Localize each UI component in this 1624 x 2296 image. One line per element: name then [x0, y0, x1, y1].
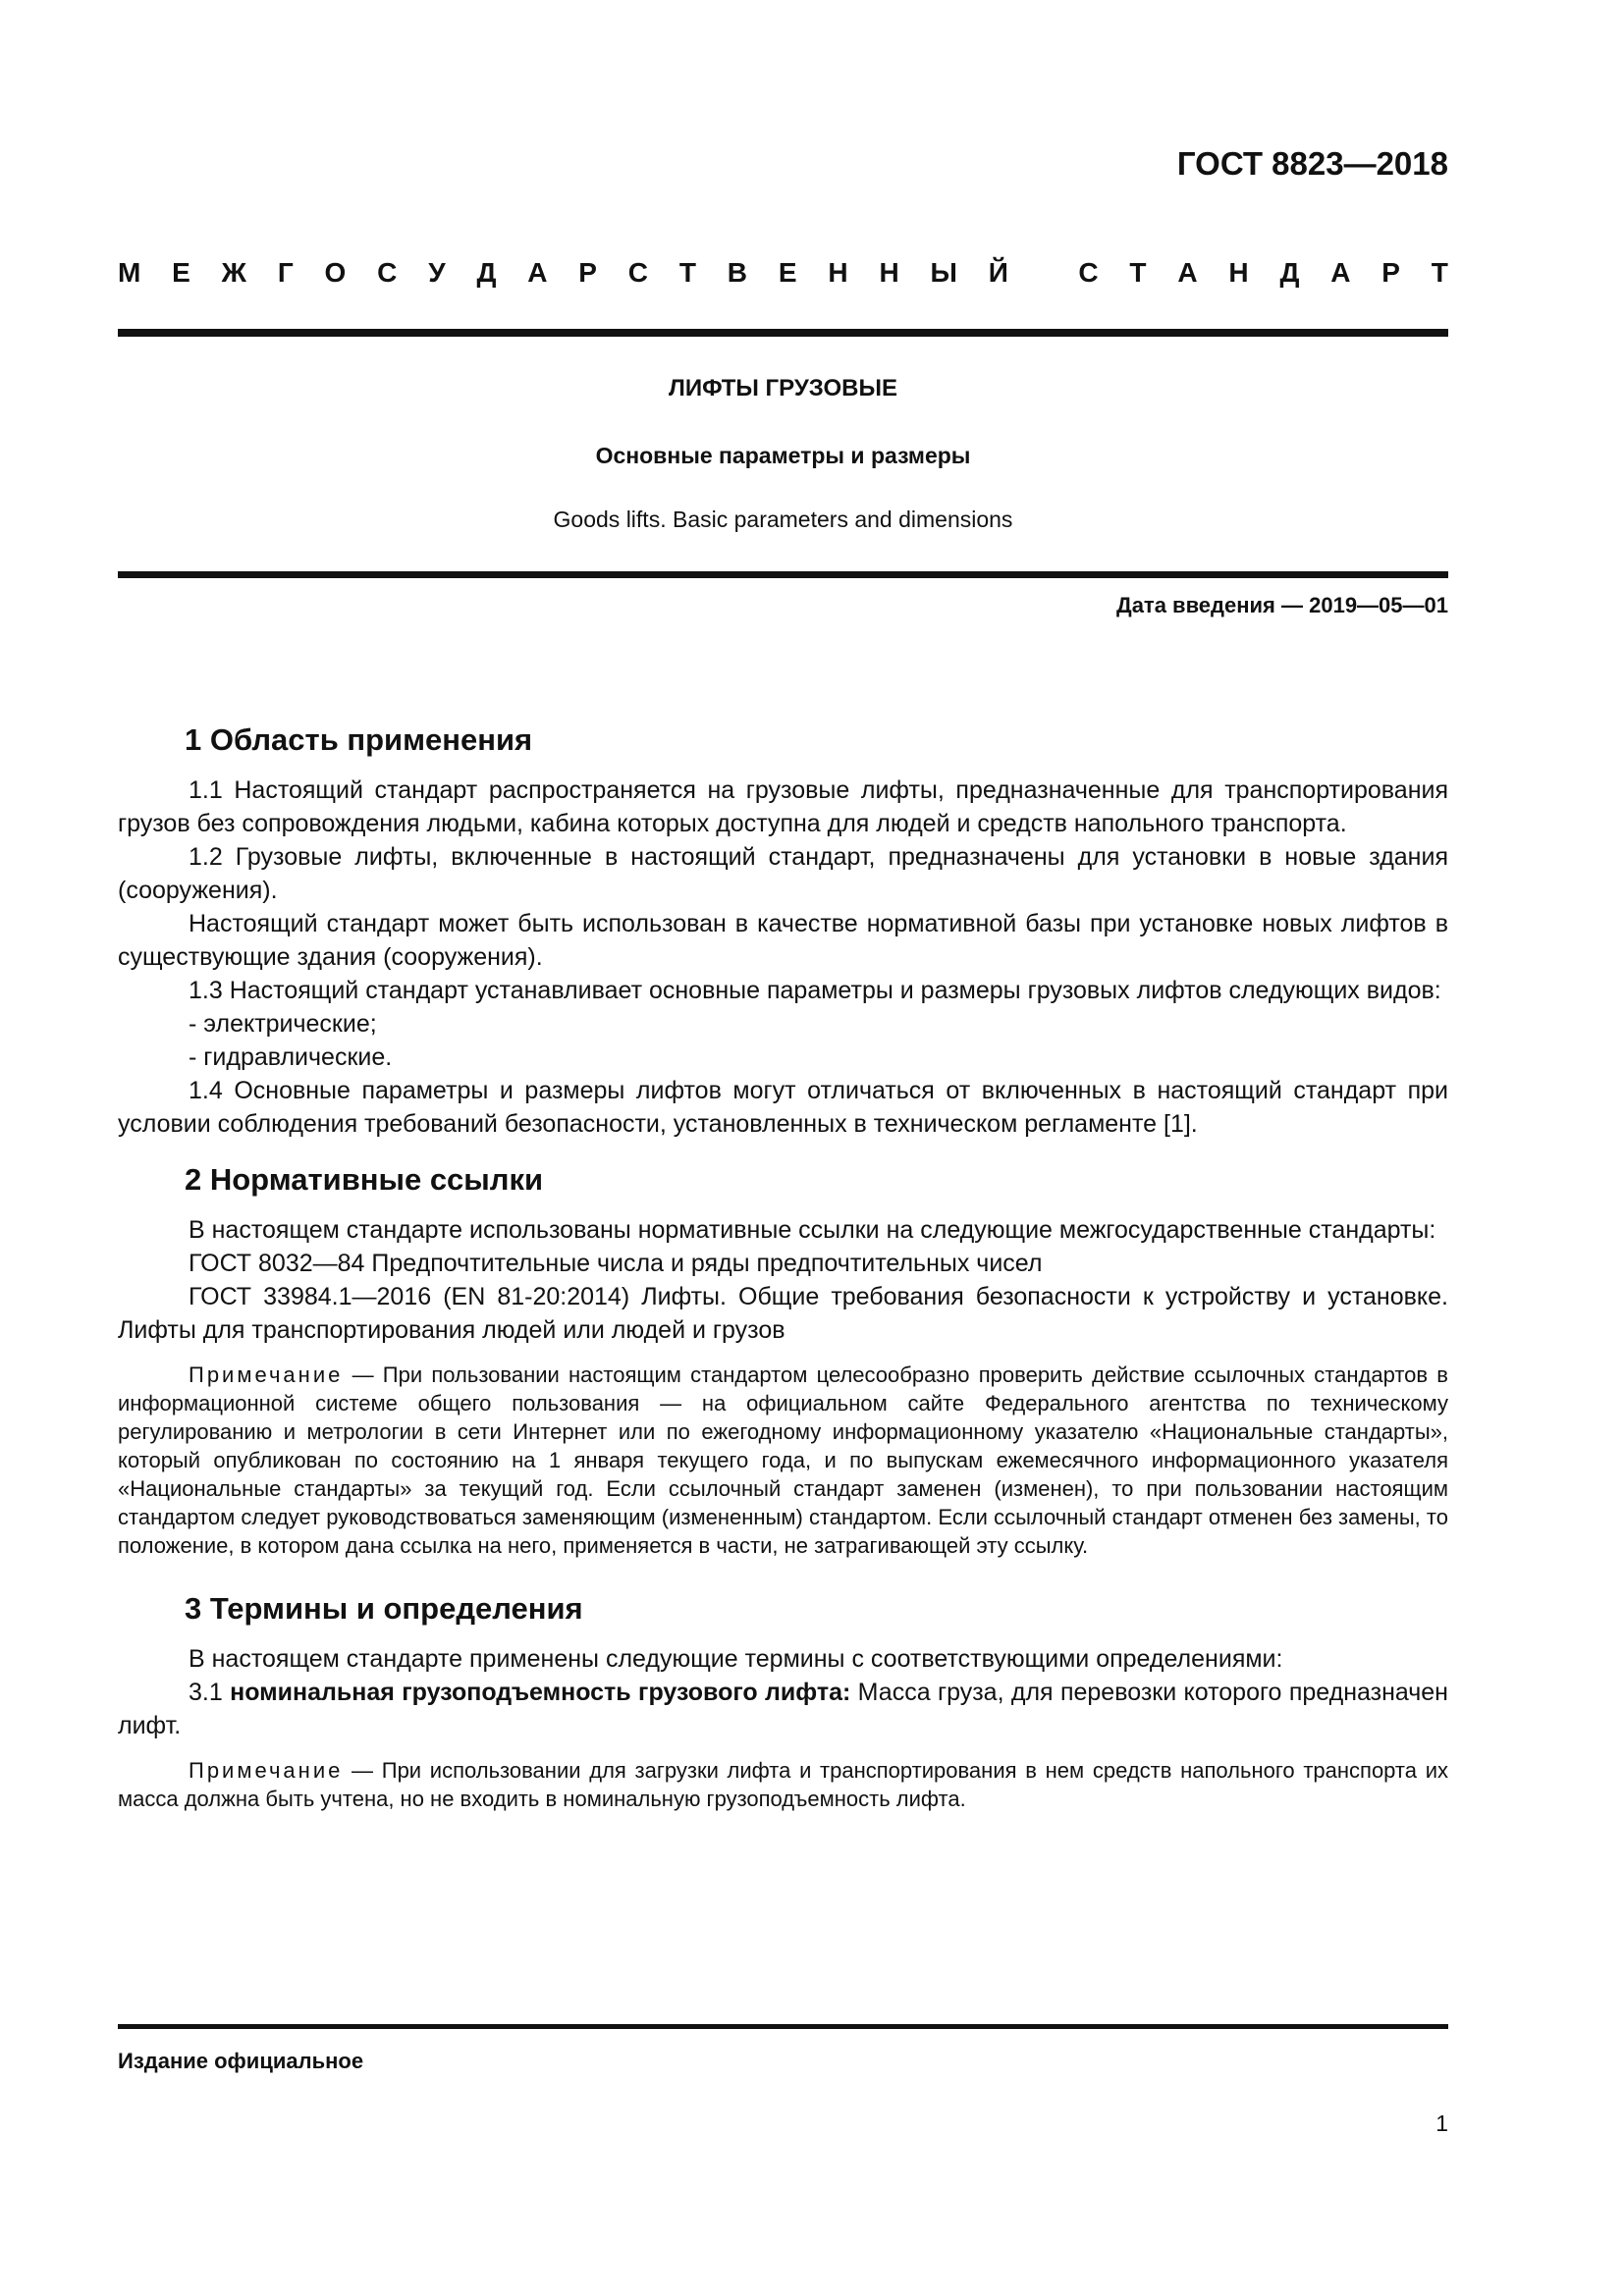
- note-label: Примечание: [189, 1362, 344, 1387]
- banner-letter: Ы: [930, 257, 957, 288]
- term-definition: [118, 1676, 1448, 1742]
- footer-divider: [118, 2024, 1448, 2029]
- page-number: 1: [1435, 2110, 1448, 2136]
- banner-letter: Р: [578, 257, 597, 288]
- banner-letter: Е: [778, 257, 797, 288]
- term-number: 3.1: [189, 1679, 231, 1706]
- banner-letter: М: [118, 257, 141, 288]
- banner-letter: Н: [1228, 257, 1249, 288]
- banner-letter: Д: [476, 257, 497, 288]
- banner-letter: Д: [1279, 257, 1300, 288]
- term-definition-text: Масса груза, для перевозки которого предназначен лифт.: [118, 1679, 1448, 1739]
- document-title: ЛИФТЫ ГРУЗОВЫЕ: [669, 375, 897, 401]
- banner-letter: Т: [1129, 257, 1147, 288]
- paragraph: 1.4 Основные параметры и размеры лифтов могут отличаться от включенных в настоящий стандарт при условии соблюдения требований безопасности, установленных в техническом регламенте [1].: [118, 1077, 1448, 1138]
- term: номинальная грузоподъемность грузового лифта:: [230, 1679, 851, 1706]
- banner-letter: [1040, 257, 1048, 289]
- section-heading: 2 Нормативные ссылки: [185, 1162, 544, 1197]
- document-subtitle: Основные параметры и размеры: [595, 443, 971, 468]
- introduction-date: Дата введения — 2019—05—01: [1116, 593, 1448, 617]
- banner-letter: С: [627, 257, 649, 288]
- paragraph: 1.1 Настоящий стандарт распространяется на грузовые лифты, предназначенные для транспортирования грузов без сопровождения людьми, кабина которых доступна для людей и средств напольного транспорта.: [118, 776, 1448, 837]
- official-edition-label: Издание официальное: [118, 2049, 364, 2073]
- banner-letter: У: [428, 257, 446, 288]
- paragraph: В настоящем стандарте применены следующие термины с соответствующими определениями:: [189, 1645, 1283, 1673]
- banner-letter: Т: [1431, 257, 1448, 288]
- paragraph: В настоящем стандарте использованы нормативные ссылки на следующие межгосударственные стандарты:: [189, 1216, 1436, 1244]
- interstate-standard-banner: [118, 257, 1448, 289]
- header-divider: [118, 329, 1448, 337]
- document-title-english: Goods lifts. Basic parameters and dimensions: [553, 507, 1013, 532]
- paragraph: 1.3 Настоящий стандарт устанавливает основные параметры и размеры грузовых лифтов следующих видов:: [189, 977, 1441, 1004]
- banner-letter: Т: [678, 257, 696, 288]
- document-body: [118, 721, 1448, 1813]
- banner-letter: Г: [277, 257, 294, 288]
- banner-letter: А: [1177, 257, 1198, 288]
- note-text: — При пользовании настоящим стандартом целесообразно проверить действие ссылочных стандартов в информационной системе общего пользования — на официальном сайте Федерального агентства по техническому регулированию и метрологии в сети Интернет или по ежегодному информационному указателю «Национальные стандарты», который опубликован по состоянию на 1 января текущего года, и по выпускам ежемесячного информационного указателя «Национальные стандарты» за текущий год. Если ссылочный стандарт заменен (изменен), то при пользовании настоящим стандартом следует руководствоваться заменяющим (измененным) стандартом. Если ссылочный стандарт отменен без замены, то положение, в котором дана ссылка на него, применяется в части, не затрагивающей эту ссылку.: [118, 1362, 1448, 1558]
- banner-letter: Е: [172, 257, 190, 288]
- note: [118, 1756, 1448, 1813]
- banner-letter: В: [727, 257, 748, 288]
- paragraph: 1.2 Грузовые лифты, включенные в настоящий стандарт, предназначены для установки в новые здания (сооружения).: [118, 843, 1448, 904]
- standard-number: ГОСТ 8823—2018: [1176, 145, 1448, 182]
- banner-letter: А: [1330, 257, 1351, 288]
- banner-letter: Р: [1381, 257, 1400, 288]
- section-heading: 3 Термины и определения: [185, 1591, 583, 1626]
- paragraph: ГОСТ 33984.1—2016 (EN 81-20:2014) Лифты. Общие требования безопасности к устройству и установке. Лифты для транспортирования людей или людей и грузов: [118, 1283, 1448, 1344]
- note-label: Примечание: [189, 1758, 344, 1783]
- note-text: — При использовании для загрузки лифта и транспортирования в нем средств напольного транспорта их масса должна быть учтена, но не входить в номинальную грузоподъемность лифта.: [118, 1758, 1448, 1811]
- list-item: - гидравлические.: [189, 1043, 393, 1071]
- paragraph: ГОСТ 8032—84 Предпочтительные числа и ряды предпочтительных чисел: [189, 1250, 1043, 1277]
- banner-letter: С: [377, 257, 398, 288]
- banner-letter: Ж: [221, 257, 246, 288]
- banner-letter: С: [1078, 257, 1099, 288]
- banner-letter: А: [527, 257, 548, 288]
- note: [118, 1361, 1448, 1560]
- paragraph: Настоящий стандарт может быть использован в качестве нормативной базы при установке новых лифтов в существующие здания (сооружения).: [118, 910, 1448, 971]
- section-heading: 1 Область применения: [185, 722, 533, 757]
- title-divider: [118, 571, 1448, 578]
- banner-letter: О: [324, 257, 347, 288]
- banner-letter: Й: [988, 257, 1008, 288]
- banner-letter: Н: [879, 257, 899, 288]
- document-page: [118, 0, 1448, 2296]
- list-item: - электрические;: [189, 1010, 377, 1038]
- banner-letter: Н: [828, 257, 848, 288]
